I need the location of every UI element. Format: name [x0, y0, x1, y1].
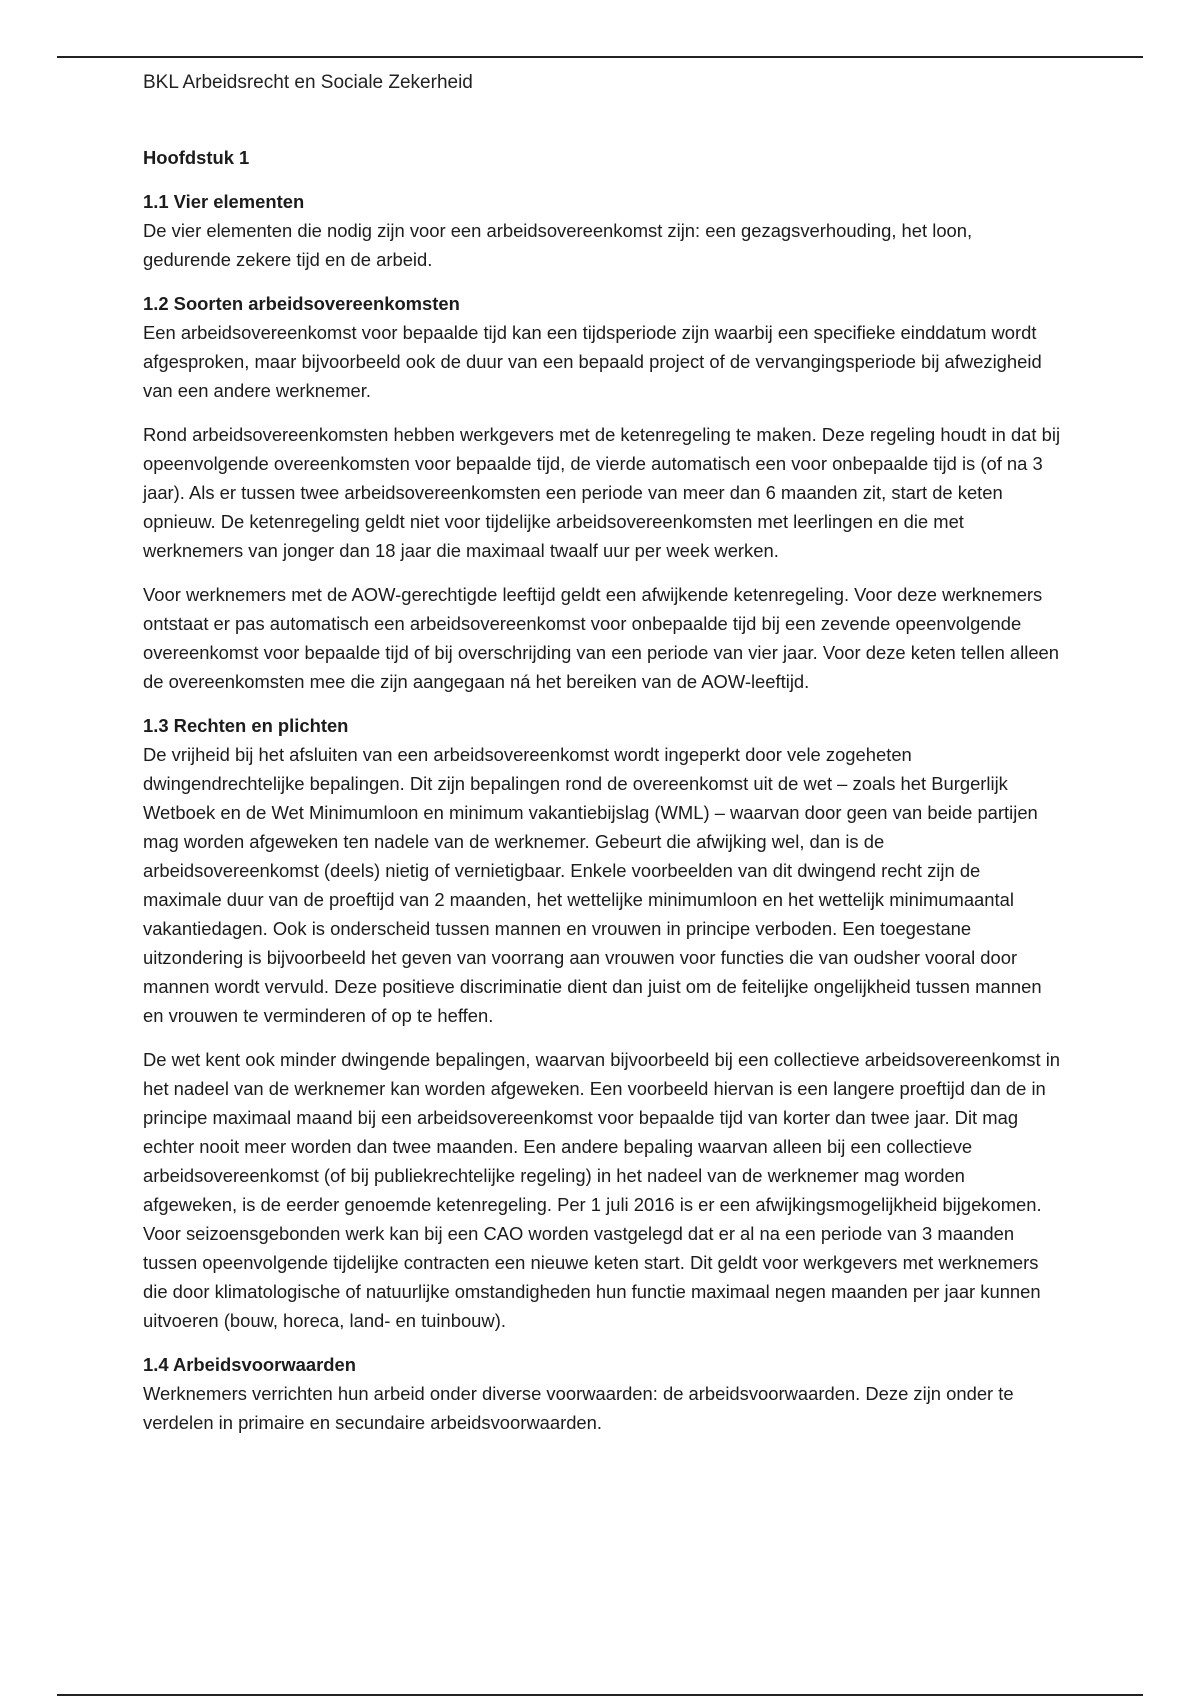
paragraph: De vier elementen die nodig zijn voor een arbeidsovereenkomst zijn: een gezagsverhouding, het loon, gedurende zekere tijd en de arbeid.: [143, 220, 973, 270]
section-heading: 1.2 Soorten arbeidsovereenkomsten: [143, 293, 460, 314]
bottom-rule: [57, 1694, 1143, 1696]
paragraph: Een arbeidsovereenkomst voor bepaalde tijd kan een tijdsperiode zijn waarbij een specifieke einddatum wordt afgesproken, maar bijvoorbeeld ook de duur van een bepaald project of de vervangingsperiode bij afwezigheid van een andere werknemer.: [143, 322, 1042, 401]
section-1-1: [143, 187, 1063, 274]
section-1-3: [143, 711, 1063, 1335]
top-rule: [57, 56, 1143, 58]
section-1-2: [143, 289, 1063, 696]
section-heading: 1.1 Vier elementen: [143, 191, 305, 212]
document-body: [143, 143, 1063, 1452]
chapter-title: Hoofdstuk 1: [143, 147, 250, 168]
paragraph: Voor werknemers met de AOW-gerechtigde leeftijd geldt een afwijkende ketenregeling. Voor deze werknemers ontstaat er pas automatisch een arbeidsovereenkomst voor onbepaalde tijd bij een zevende opeenvolgende overeenkomst voor bepaalde tijd of bij overschrijding van een periode van vier jaar. Voor deze keten tellen alleen de overeenkomsten mee die zijn aangegaan ná het bereiken van de AOW-leeftijd.: [143, 584, 1060, 692]
section-heading: 1.4 Arbeidsvoorwaarden: [143, 1354, 356, 1375]
paragraph: De wet kent ook minder dwingende bepalingen, waarvan bijvoorbeeld bij een collectieve arbeidsovereenkomst in het nadeel van de werknemer kan worden afgeweken. Een voorbeeld hiervan is een langere proeftijd dan de in principe maximaal maand bij een arbeidsovereenkomst voor bepaalde tijd van korter dan twee jaar. Dit mag echter nooit meer worden dan twee maanden. Een andere bepaling waarvan alleen bij een collectieve arbeidsovereenkomst (of bij publiekrechtelijke regeling) in het nadeel van de werknemer mag worden afgeweken, is de eerder genoemde ketenregeling. Per 1 juli 2016 is er een afwijkingsmogelijkheid bijgekomen. Voor seizoensgebonden werk kan bij een CAO worden vastgelegd dat er al na een periode van 3 maanden tussen opeenvolgende tijdelijke contracten een nieuwe keten start. Dit geldt voor werkgevers met werknemers die door klimatologische of natuurlijke omstandigheden hun functie maximaal negen maanden per jaar kunnen uitvoeren (bouw, horeca, land- en tuinbouw).: [143, 1049, 1061, 1331]
paragraph: Werknemers verrichten hun arbeid onder diverse voorwaarden: de arbeidsvoorwaarden. Deze zijn onder te verdelen in primaire en secundaire arbeidsvoorwaarden.: [143, 1383, 1014, 1433]
paragraph: De vrijheid bij het afsluiten van een arbeidsovereenkomst wordt ingeperkt door vele zogeheten dwingendrechtelijke bepalingen. Dit zijn bepalingen rond de overeenkomst uit de wet – zoals het Burgerlijk Wetboek en de Wet Minimumloon en minimum vakantiebijslag (WML) – waarvan door geen van beide partijen mag worden afgeweken ten nadele van de werknemer. Gebeurt die afwijking wel, dan is de arbeidsovereenkomst (deels) nietig of vernietigbaar. Enkele voorbeelden van dit dwingend recht zijn de maximale duur van de proeftijd van 2 maanden, het wettelijke minimumloon en het wettelijk minimumaantal vakantiedagen. Ook is onderscheid tussen mannen en vrouwen in principe verboden. Een toegestane uitzondering is bijvoorbeeld het geven van voorrang aan vrouwen voor functies die van oudsher vooral door mannen wordt vervuld. Deze positieve discriminatie dient dan juist om de feitelijke ongelijkheid tussen mannen en vrouwen te verminderen of op te heffen.: [143, 744, 1042, 1026]
paragraph: Rond arbeidsovereenkomsten hebben werkgevers met de ketenregeling te maken. Deze regeling houdt in dat bij opeenvolgende overeenkomsten voor bepaalde tijd, de vierde automatisch een voor onbepaalde tijd is (of na 3 jaar). Als er tussen twee arbeidsovereenkomsten een periode van meer dan 6 maanden zit, start de keten opnieuw. De ketenregeling geldt niet voor tijdelijke arbeidsovereenkomsten met leerlingen en die met werknemers van jonger dan 18 jaar die maximaal twaalf uur per week werken.: [143, 424, 1061, 561]
running-header: BKL Arbeidsrecht en Sociale Zekerheid: [143, 72, 473, 93]
section-heading: 1.3 Rechten en plichten: [143, 715, 349, 736]
section-1-4: [143, 1350, 1063, 1437]
